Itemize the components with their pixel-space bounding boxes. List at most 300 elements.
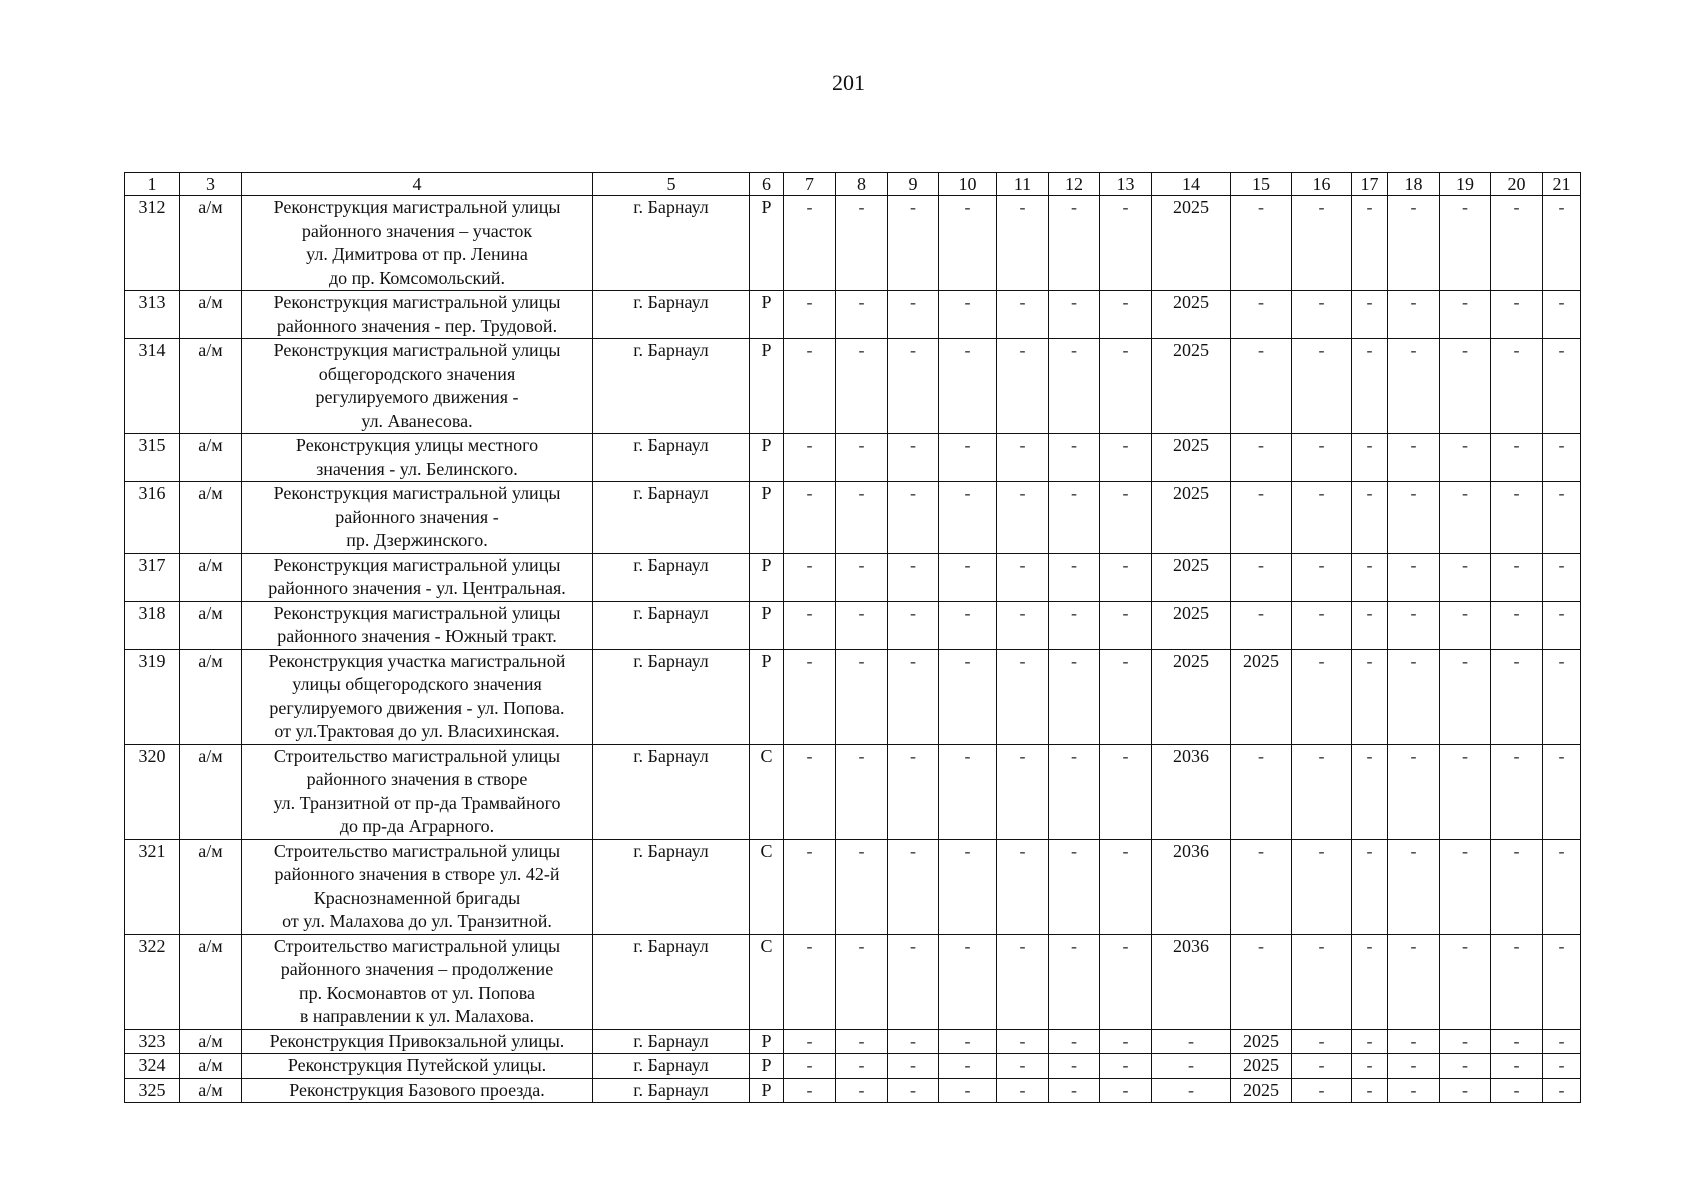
- cell-col-12: -: [1049, 839, 1100, 934]
- cell-row-number: 315: [125, 434, 180, 482]
- cell-col-12: -: [1049, 339, 1100, 434]
- cell-col-13: -: [1100, 1078, 1152, 1103]
- cell-col-9: -: [888, 1029, 939, 1054]
- cell-col-11: -: [997, 1054, 1049, 1079]
- cell-object-name: Реконструкция магистральной улицы общегородского значения регулируемого движения - ул. Аванесова.: [242, 339, 593, 434]
- cell-object-type: а/м: [180, 1054, 242, 1079]
- cell-col-19: -: [1440, 482, 1491, 554]
- cell-col-13: -: [1100, 339, 1152, 434]
- cell-row-number: 314: [125, 339, 180, 434]
- column-header-8: 8: [836, 173, 888, 196]
- cell-col-11: -: [997, 339, 1049, 434]
- cell-object-name: Реконструкция магистральной улицы районного значения – участок ул. Димитрова от пр. Ленина до пр. Комсомольский.: [242, 196, 593, 291]
- cell-col-10: -: [939, 1054, 997, 1079]
- cell-col-14: 2025: [1152, 601, 1231, 649]
- cell-col-19: -: [1440, 339, 1491, 434]
- cell-col-16: -: [1292, 839, 1352, 934]
- cell-work-type: Р: [750, 1029, 784, 1054]
- cell-work-type: Р: [750, 1054, 784, 1079]
- cell-col-13: -: [1100, 839, 1152, 934]
- table-row: [125, 839, 1581, 934]
- cell-location: г. Барнаул: [593, 934, 750, 1029]
- cell-col-7: -: [784, 601, 836, 649]
- cell-col-12: -: [1049, 1029, 1100, 1054]
- cell-col-8: -: [836, 839, 888, 934]
- cell-col-16: -: [1292, 196, 1352, 291]
- cell-col-13: -: [1100, 744, 1152, 839]
- cell-row-number: 320: [125, 744, 180, 839]
- cell-col-9: -: [888, 434, 939, 482]
- cell-col-17: -: [1352, 553, 1388, 601]
- cell-col-15: -: [1231, 482, 1292, 554]
- cell-col-17: -: [1352, 339, 1388, 434]
- cell-col-18: -: [1388, 1078, 1440, 1103]
- cell-col-7: -: [784, 553, 836, 601]
- cell-object-name: Реконструкция улицы местного значения - ул. Белинского.: [242, 434, 593, 482]
- cell-col-9: -: [888, 291, 939, 339]
- cell-col-8: -: [836, 744, 888, 839]
- cell-col-8: -: [836, 196, 888, 291]
- table-row: [125, 1054, 1581, 1079]
- cell-col-11: -: [997, 934, 1049, 1029]
- column-header-18: 18: [1388, 173, 1440, 196]
- column-header-15: 15: [1231, 173, 1292, 196]
- road-construction-table-container: [124, 172, 1580, 1103]
- cell-col-17: -: [1352, 649, 1388, 744]
- table-row: [125, 553, 1581, 601]
- cell-col-10: -: [939, 291, 997, 339]
- cell-col-16: -: [1292, 744, 1352, 839]
- cell-col-10: -: [939, 196, 997, 291]
- cell-col-11: -: [997, 649, 1049, 744]
- cell-col-20: -: [1491, 196, 1543, 291]
- cell-work-type: С: [750, 744, 784, 839]
- cell-col-9: -: [888, 196, 939, 291]
- cell-col-21: -: [1543, 553, 1581, 601]
- cell-col-10: -: [939, 482, 997, 554]
- cell-col-17: -: [1352, 839, 1388, 934]
- cell-col-15: 2025: [1231, 649, 1292, 744]
- cell-col-18: -: [1388, 553, 1440, 601]
- cell-col-12: -: [1049, 1054, 1100, 1079]
- cell-col-9: -: [888, 1054, 939, 1079]
- cell-col-12: -: [1049, 482, 1100, 554]
- cell-col-14: 2025: [1152, 434, 1231, 482]
- cell-col-13: -: [1100, 434, 1152, 482]
- cell-col-19: -: [1440, 196, 1491, 291]
- cell-location: г. Барнаул: [593, 649, 750, 744]
- column-header-13: 13: [1100, 173, 1152, 196]
- cell-col-18: -: [1388, 744, 1440, 839]
- cell-col-15: -: [1231, 434, 1292, 482]
- cell-col-9: -: [888, 934, 939, 1029]
- cell-col-21: -: [1543, 601, 1581, 649]
- cell-row-number: 324: [125, 1054, 180, 1079]
- cell-object-name: Реконструкция магистральной улицы районного значения - пр. Дзержинского.: [242, 482, 593, 554]
- table-header: [125, 173, 1581, 196]
- cell-col-14: -: [1152, 1054, 1231, 1079]
- cell-col-9: -: [888, 1078, 939, 1103]
- cell-col-15: 2025: [1231, 1054, 1292, 1079]
- cell-col-11: -: [997, 744, 1049, 839]
- cell-col-19: -: [1440, 1029, 1491, 1054]
- cell-col-21: -: [1543, 1054, 1581, 1079]
- cell-location: г. Барнаул: [593, 1029, 750, 1054]
- cell-col-8: -: [836, 291, 888, 339]
- cell-col-19: -: [1440, 553, 1491, 601]
- cell-col-7: -: [784, 1029, 836, 1054]
- cell-col-12: -: [1049, 934, 1100, 1029]
- cell-col-20: -: [1491, 1029, 1543, 1054]
- cell-col-11: -: [997, 1029, 1049, 1054]
- cell-col-21: -: [1543, 744, 1581, 839]
- cell-work-type: Р: [750, 1078, 784, 1103]
- cell-col-15: -: [1231, 839, 1292, 934]
- cell-location: г. Барнаул: [593, 553, 750, 601]
- table-row: [125, 649, 1581, 744]
- cell-row-number: 312: [125, 196, 180, 291]
- cell-col-17: -: [1352, 1029, 1388, 1054]
- cell-col-21: -: [1543, 339, 1581, 434]
- cell-col-20: -: [1491, 553, 1543, 601]
- cell-object-name: Реконструкция магистральной улицы районного значения - пер. Трудовой.: [242, 291, 593, 339]
- cell-col-7: -: [784, 744, 836, 839]
- cell-col-17: -: [1352, 601, 1388, 649]
- cell-col-20: -: [1491, 1078, 1543, 1103]
- cell-col-19: -: [1440, 744, 1491, 839]
- cell-col-14: -: [1152, 1029, 1231, 1054]
- table-row: [125, 744, 1581, 839]
- table-row: [125, 339, 1581, 434]
- cell-col-16: -: [1292, 1078, 1352, 1103]
- column-header-20: 20: [1491, 173, 1543, 196]
- cell-col-15: -: [1231, 601, 1292, 649]
- cell-work-type: Р: [750, 434, 784, 482]
- column-header-16: 16: [1292, 173, 1352, 196]
- cell-object-name: Строительство магистральной улицы районного значения в створе ул. 42-й Краснознаменной бригады от ул. Малахова до ул. Транзитной.: [242, 839, 593, 934]
- column-header-7: 7: [784, 173, 836, 196]
- cell-col-17: -: [1352, 196, 1388, 291]
- cell-col-19: -: [1440, 1054, 1491, 1079]
- cell-col-8: -: [836, 553, 888, 601]
- cell-col-13: -: [1100, 291, 1152, 339]
- cell-col-10: -: [939, 1029, 997, 1054]
- cell-col-13: -: [1100, 601, 1152, 649]
- cell-col-21: -: [1543, 649, 1581, 744]
- cell-col-8: -: [836, 1078, 888, 1103]
- cell-object-name: Реконструкция магистральной улицы районного значения - ул. Центральная.: [242, 553, 593, 601]
- table-row: [125, 1078, 1581, 1103]
- cell-col-13: -: [1100, 1029, 1152, 1054]
- cell-object-type: а/м: [180, 744, 242, 839]
- cell-col-20: -: [1491, 291, 1543, 339]
- cell-col-8: -: [836, 601, 888, 649]
- cell-work-type: С: [750, 839, 784, 934]
- cell-col-16: -: [1292, 649, 1352, 744]
- table-row: [125, 434, 1581, 482]
- cell-col-11: -: [997, 196, 1049, 291]
- cell-col-14: 2025: [1152, 482, 1231, 554]
- cell-col-11: -: [997, 839, 1049, 934]
- cell-col-14: 2036: [1152, 839, 1231, 934]
- cell-location: г. Барнаул: [593, 339, 750, 434]
- cell-col-17: -: [1352, 482, 1388, 554]
- cell-col-15: -: [1231, 196, 1292, 291]
- table-row: [125, 196, 1581, 291]
- cell-row-number: 322: [125, 934, 180, 1029]
- cell-location: г. Барнаул: [593, 434, 750, 482]
- cell-col-16: -: [1292, 291, 1352, 339]
- cell-col-21: -: [1543, 291, 1581, 339]
- cell-col-8: -: [836, 934, 888, 1029]
- cell-col-17: -: [1352, 291, 1388, 339]
- cell-col-15: -: [1231, 553, 1292, 601]
- cell-col-12: -: [1049, 1078, 1100, 1103]
- cell-location: г. Барнаул: [593, 482, 750, 554]
- cell-col-16: -: [1292, 482, 1352, 554]
- cell-col-8: -: [836, 434, 888, 482]
- cell-col-15: -: [1231, 291, 1292, 339]
- cell-col-13: -: [1100, 649, 1152, 744]
- cell-col-9: -: [888, 553, 939, 601]
- cell-col-14: 2036: [1152, 934, 1231, 1029]
- cell-col-12: -: [1049, 553, 1100, 601]
- cell-col-19: -: [1440, 434, 1491, 482]
- cell-col-20: -: [1491, 482, 1543, 554]
- column-header-1: 1: [125, 173, 180, 196]
- cell-col-10: -: [939, 649, 997, 744]
- cell-col-9: -: [888, 744, 939, 839]
- cell-location: г. Барнаул: [593, 744, 750, 839]
- cell-col-8: -: [836, 339, 888, 434]
- header-row: [125, 173, 1581, 196]
- cell-col-12: -: [1049, 291, 1100, 339]
- cell-col-19: -: [1440, 839, 1491, 934]
- cell-location: г. Барнаул: [593, 196, 750, 291]
- cell-col-19: -: [1440, 601, 1491, 649]
- cell-col-20: -: [1491, 339, 1543, 434]
- cell-work-type: Р: [750, 553, 784, 601]
- cell-col-8: -: [836, 1054, 888, 1079]
- cell-object-type: а/м: [180, 434, 242, 482]
- cell-object-type: а/м: [180, 649, 242, 744]
- cell-col-13: -: [1100, 934, 1152, 1029]
- cell-col-18: -: [1388, 839, 1440, 934]
- cell-object-name: Реконструкция участка магистральной улицы общегородского значения регулируемого движения - ул. Попова. от ул.Трактовая до ул. Власихинская.: [242, 649, 593, 744]
- cell-col-19: -: [1440, 649, 1491, 744]
- cell-col-21: -: [1543, 839, 1581, 934]
- column-header-17: 17: [1352, 173, 1388, 196]
- cell-row-number: 316: [125, 482, 180, 554]
- cell-col-18: -: [1388, 291, 1440, 339]
- cell-col-17: -: [1352, 934, 1388, 1029]
- table-row: [125, 1029, 1581, 1054]
- cell-col-21: -: [1543, 934, 1581, 1029]
- cell-col-20: -: [1491, 649, 1543, 744]
- column-header-14: 14: [1152, 173, 1231, 196]
- cell-col-20: -: [1491, 839, 1543, 934]
- cell-col-21: -: [1543, 196, 1581, 291]
- road-construction-table: [124, 172, 1581, 1103]
- cell-col-14: 2025: [1152, 339, 1231, 434]
- cell-work-type: Р: [750, 601, 784, 649]
- cell-col-18: -: [1388, 934, 1440, 1029]
- cell-col-20: -: [1491, 744, 1543, 839]
- cell-col-16: -: [1292, 1029, 1352, 1054]
- cell-col-7: -: [784, 649, 836, 744]
- column-header-9: 9: [888, 173, 939, 196]
- cell-work-type: Р: [750, 482, 784, 554]
- cell-location: г. Барнаул: [593, 839, 750, 934]
- cell-col-18: -: [1388, 1054, 1440, 1079]
- cell-col-15: 2025: [1231, 1029, 1292, 1054]
- cell-col-14: -: [1152, 1078, 1231, 1103]
- cell-col-11: -: [997, 553, 1049, 601]
- cell-col-9: -: [888, 839, 939, 934]
- cell-location: г. Барнаул: [593, 1054, 750, 1079]
- cell-object-name: Реконструкция Базового проезда.: [242, 1078, 593, 1103]
- cell-col-20: -: [1491, 934, 1543, 1029]
- cell-object-name: Строительство магистральной улицы районного значения в створе ул. Транзитной от пр-да Трамвайного до пр-да Аграрного.: [242, 744, 593, 839]
- cell-object-type: а/м: [180, 196, 242, 291]
- cell-col-7: -: [784, 291, 836, 339]
- column-header-10: 10: [939, 173, 997, 196]
- cell-work-type: Р: [750, 291, 784, 339]
- cell-col-10: -: [939, 339, 997, 434]
- cell-col-12: -: [1049, 434, 1100, 482]
- cell-col-9: -: [888, 482, 939, 554]
- cell-col-14: 2025: [1152, 196, 1231, 291]
- cell-row-number: 325: [125, 1078, 180, 1103]
- cell-col-15: -: [1231, 744, 1292, 839]
- cell-col-11: -: [997, 291, 1049, 339]
- cell-work-type: С: [750, 934, 784, 1029]
- cell-col-8: -: [836, 482, 888, 554]
- cell-object-type: а/м: [180, 339, 242, 434]
- cell-col-18: -: [1388, 482, 1440, 554]
- cell-col-18: -: [1388, 196, 1440, 291]
- cell-col-12: -: [1049, 601, 1100, 649]
- cell-col-12: -: [1049, 196, 1100, 291]
- cell-col-8: -: [836, 649, 888, 744]
- cell-col-10: -: [939, 1078, 997, 1103]
- cell-row-number: 313: [125, 291, 180, 339]
- cell-col-7: -: [784, 482, 836, 554]
- cell-col-18: -: [1388, 339, 1440, 434]
- cell-col-10: -: [939, 601, 997, 649]
- cell-col-17: -: [1352, 1054, 1388, 1079]
- cell-object-type: а/м: [180, 839, 242, 934]
- cell-col-20: -: [1491, 434, 1543, 482]
- cell-object-type: а/м: [180, 1029, 242, 1054]
- cell-location: г. Барнаул: [593, 1078, 750, 1103]
- cell-location: г. Барнаул: [593, 291, 750, 339]
- cell-col-21: -: [1543, 482, 1581, 554]
- cell-location: г. Барнаул: [593, 601, 750, 649]
- table-body: [125, 196, 1581, 1103]
- cell-col-18: -: [1388, 434, 1440, 482]
- cell-row-number: 323: [125, 1029, 180, 1054]
- cell-work-type: Р: [750, 339, 784, 434]
- page-number: 201: [832, 70, 865, 95]
- cell-object-name: Реконструкция Привокзальной улицы.: [242, 1029, 593, 1054]
- cell-row-number: 318: [125, 601, 180, 649]
- cell-object-type: а/м: [180, 601, 242, 649]
- table-row: [125, 291, 1581, 339]
- cell-col-9: -: [888, 649, 939, 744]
- cell-object-type: а/м: [180, 291, 242, 339]
- cell-col-7: -: [784, 1078, 836, 1103]
- cell-col-10: -: [939, 553, 997, 601]
- cell-col-16: -: [1292, 553, 1352, 601]
- cell-row-number: 321: [125, 839, 180, 934]
- cell-col-20: -: [1491, 601, 1543, 649]
- cell-col-11: -: [997, 434, 1049, 482]
- cell-col-16: -: [1292, 1054, 1352, 1079]
- cell-object-type: а/м: [180, 482, 242, 554]
- cell-col-8: -: [836, 1029, 888, 1054]
- table-row: [125, 601, 1581, 649]
- cell-col-19: -: [1440, 291, 1491, 339]
- cell-col-19: -: [1440, 1078, 1491, 1103]
- cell-col-21: -: [1543, 434, 1581, 482]
- cell-col-11: -: [997, 601, 1049, 649]
- cell-col-7: -: [784, 1054, 836, 1079]
- cell-col-16: -: [1292, 934, 1352, 1029]
- cell-col-14: 2036: [1152, 744, 1231, 839]
- cell-col-10: -: [939, 744, 997, 839]
- cell-col-12: -: [1049, 744, 1100, 839]
- cell-object-type: а/м: [180, 934, 242, 1029]
- cell-col-13: -: [1100, 482, 1152, 554]
- column-header-11: 11: [997, 173, 1049, 196]
- cell-col-7: -: [784, 839, 836, 934]
- cell-col-18: -: [1388, 649, 1440, 744]
- table-row: [125, 934, 1581, 1029]
- cell-col-13: -: [1100, 553, 1152, 601]
- cell-col-11: -: [997, 1078, 1049, 1103]
- cell-object-type: а/м: [180, 1078, 242, 1103]
- cell-col-20: -: [1491, 1054, 1543, 1079]
- column-header-21: 21: [1543, 173, 1581, 196]
- cell-col-16: -: [1292, 434, 1352, 482]
- cell-col-14: 2025: [1152, 553, 1231, 601]
- cell-col-15: -: [1231, 934, 1292, 1029]
- column-header-19: 19: [1440, 173, 1491, 196]
- column-header-5: 5: [593, 173, 750, 196]
- cell-col-9: -: [888, 601, 939, 649]
- cell-col-21: -: [1543, 1029, 1581, 1054]
- cell-col-12: -: [1049, 649, 1100, 744]
- cell-col-18: -: [1388, 1029, 1440, 1054]
- cell-col-17: -: [1352, 1078, 1388, 1103]
- table-row: [125, 482, 1581, 554]
- column-header-12: 12: [1049, 173, 1100, 196]
- cell-col-14: 2025: [1152, 649, 1231, 744]
- cell-col-9: -: [888, 339, 939, 434]
- cell-col-17: -: [1352, 434, 1388, 482]
- cell-col-15: -: [1231, 339, 1292, 434]
- cell-col-18: -: [1388, 601, 1440, 649]
- cell-col-16: -: [1292, 339, 1352, 434]
- cell-col-13: -: [1100, 196, 1152, 291]
- cell-col-7: -: [784, 934, 836, 1029]
- cell-col-7: -: [784, 196, 836, 291]
- cell-col-7: -: [784, 339, 836, 434]
- cell-col-7: -: [784, 434, 836, 482]
- cell-object-name: Реконструкция магистральной улицы районного значения - Южный тракт.: [242, 601, 593, 649]
- cell-object-name: Реконструкция Путейской улицы.: [242, 1054, 593, 1079]
